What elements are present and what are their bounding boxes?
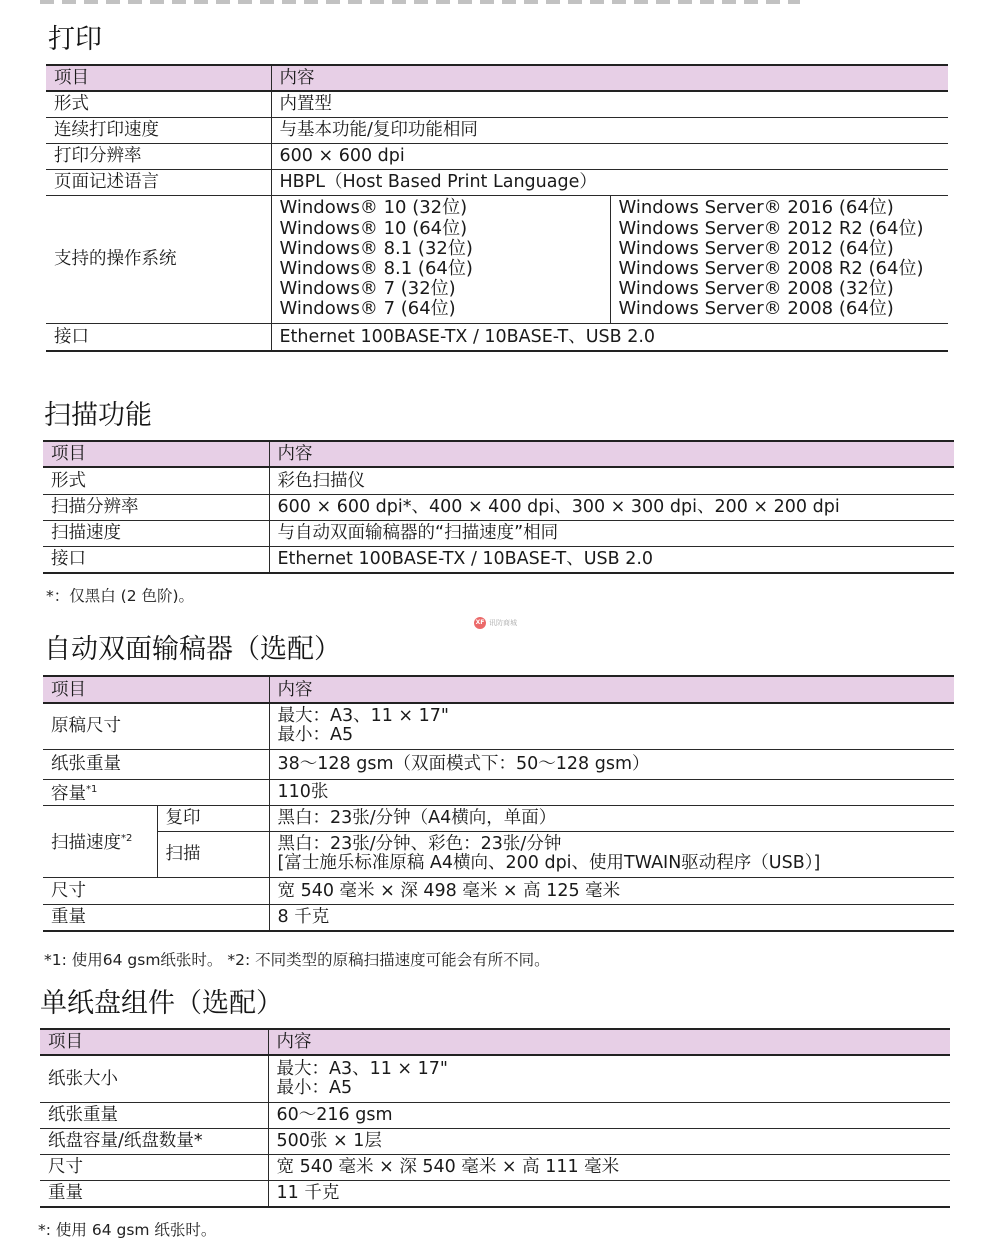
table-row [43,494,954,520]
row-label: 尺寸 [43,877,269,904]
table-header-row [40,1029,950,1055]
row-value: 600 × 600 dpi [271,143,948,169]
print-spec-table [46,64,948,352]
row-value: Ethernet 100BASE-TX / 10BASE-T、USB 2.0 [269,546,954,573]
os-item: Windows® 7 (64位) [279,298,456,320]
row-value: 宽 540 毫米 × 深 498 毫米 × 高 125 毫米 [269,877,954,904]
table-row [46,117,948,143]
os-item: Windows® 10 (64位) [279,217,468,239]
row-value [269,703,954,749]
row-label: 重量 [40,1180,268,1207]
size-min: 最小：A5 [276,1077,353,1098]
row-value: 38～128 gsm（双面模式下：50～128 gsm） [269,749,954,779]
adf-section-title: 自动双面输稿器（选配） [44,634,341,665]
scan-speed-label: 扫描速度 [51,832,121,853]
row-value [268,1055,950,1102]
print-section-title: 打印 [48,24,102,55]
table-row [40,1102,950,1128]
os-item: Windows Server® 2008 (32位) [618,278,894,300]
table-row [40,1128,950,1154]
row-value: 黑白：23张/分钟（A4横向，单面） [269,805,954,831]
os-item: Windows® 8.1 (32位) [279,237,473,259]
table-header-row [46,65,948,91]
os-list-right [610,195,948,323]
row-label: 纸张大小 [40,1055,268,1102]
header-item: 项目 [46,65,271,91]
table-header-row [43,676,954,703]
os-item: Windows® 8.1 (64位) [279,258,473,279]
row-label: 纸盘容量/纸盘数量* [40,1128,268,1154]
sub-label: 复印 [157,805,269,831]
table-row [46,91,948,117]
row-value: 600 × 600 dpi*、400 × 400 dpi、300 × 300 dpi、200 × 200 dpi [269,494,954,520]
os-list-left [271,195,610,323]
row-value: 60～216 gsm [268,1102,950,1128]
row-label [43,779,269,805]
table-row [40,1055,950,1102]
os-item: Windows Server® 2008 (64位) [618,298,894,320]
row-value: 500张 × 1层 [268,1128,950,1154]
table-row [40,1154,950,1180]
row-label: 尺寸 [40,1154,268,1180]
size-max: 最大：A3、11 × 17" [276,1058,448,1079]
table-row [43,877,954,904]
scan-spec-table [43,440,954,574]
table-row [46,143,948,169]
table-row [43,831,954,877]
row-value [269,831,954,877]
footnote-marker: *1 [86,784,98,796]
header-item: 项目 [43,676,269,703]
os-item: Windows Server® 2016 (64位) [618,197,894,219]
row-value: 与自动双面输稿器的“扫描速度”相同 [269,520,954,546]
watermark [474,616,526,630]
table-row [43,805,954,831]
adf-spec-table [43,675,954,932]
row-value: 11 千克 [268,1180,950,1207]
table-row [40,1180,950,1207]
row-label: 纸张重量 [40,1102,268,1128]
table-row [43,749,954,779]
header-item: 项目 [43,441,269,467]
table-row [43,520,954,546]
table-row [46,323,948,351]
row-label: 连续打印速度 [46,117,271,143]
tray-section-title: 单纸盘组件（选配） [40,988,283,1019]
os-item: Windows Server® 2008 R2 (64位) [618,258,924,279]
row-value: Ethernet 100BASE-TX / 10BASE-T、USB 2.0 [271,323,948,351]
header-content: 内容 [269,676,954,703]
os-label: 支持的操作系统 [46,195,271,323]
row-label: 页面记述语言 [46,169,271,195]
row-value: 内置型 [271,91,948,117]
header-item: 项目 [40,1029,268,1055]
row-label: 扫描分辨率 [43,494,269,520]
top-cropped-text [40,0,800,4]
row-label: 接口 [46,323,271,351]
adf-footnote: *1: 使用64 gsm纸张时。 *2: 不同类型的原稿扫描速度可能会有所不同。 [44,951,550,969]
row-value: HBPL（Host Based Print Language） [271,169,948,195]
os-item: Windows Server® 2012 (64位) [618,237,894,259]
row-label [43,805,157,877]
row-value: 宽 540 毫米 × 深 540 毫米 × 高 111 毫米 [268,1154,950,1180]
table-header-row [43,441,954,467]
capacity-label: 容量 [51,783,86,804]
row-value: 彩色扫描仪 [269,467,954,494]
tray-spec-table [40,1028,950,1208]
tray-footnote: *: 使用 64 gsm 纸张时。 [38,1221,217,1239]
row-label: 纸张重量 [43,749,269,779]
row-label: 原稿尺寸 [43,703,269,749]
footnote-marker: *2 [121,833,133,845]
os-row [46,195,948,323]
row-label: 打印分辨率 [46,143,271,169]
os-item: Windows Server® 2012 R2 (64位) [618,217,924,239]
table-row [43,703,954,749]
table-row [43,467,954,494]
header-content: 内容 [269,441,954,467]
table-row [46,169,948,195]
table-row [43,546,954,573]
row-label: 形式 [46,91,271,117]
scan-footnote: *：仅黑白 (2 色阶)。 [46,587,195,605]
row-label: 重量 [43,904,269,931]
row-label: 接口 [43,546,269,573]
size-min: 最小：A5 [277,725,354,746]
header-content: 内容 [268,1029,950,1055]
watermark-logo-icon: XF [474,617,486,629]
row-label: 扫描速度 [43,520,269,546]
row-value: 8 千克 [269,904,954,931]
row-label: 形式 [43,467,269,494]
header-content: 内容 [271,65,948,91]
watermark-text: 讯防商城 [489,619,517,627]
scan-speed-line: 黑白：23张/分钟、彩色：23张/分钟 [277,834,562,854]
scan-speed-condition: [富士施乐标准原稿 A4横向、200 dpi、使用TWAIN驱动程序（USB）] [277,853,821,873]
scan-section-title: 扫描功能 [44,400,152,431]
row-value: 与基本功能/复印功能相同 [271,117,948,143]
row-value: 110张 [269,779,954,805]
sub-label: 扫描 [157,831,269,877]
table-row [43,904,954,931]
table-row [43,779,954,805]
size-max: 最大：A3、11 × 17" [277,706,449,727]
os-item: Windows® 10 (32位) [279,197,468,219]
os-item: Windows® 7 (32位) [279,278,456,300]
